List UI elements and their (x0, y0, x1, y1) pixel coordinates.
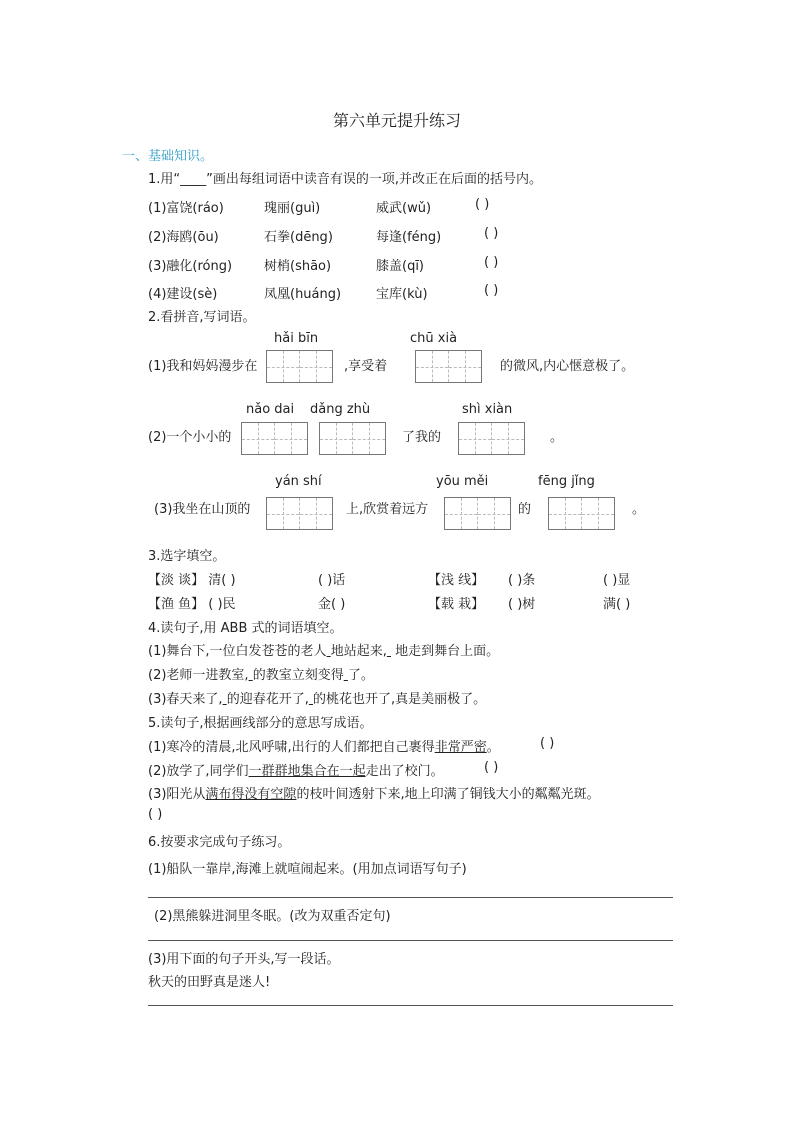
word-item: 威武(wǔ) (376, 201, 432, 216)
answer-paren[interactable]: ( ) (475, 197, 490, 212)
writing-grid[interactable] (266, 350, 333, 383)
word-item: (1)富饶(ráo) (148, 201, 224, 216)
q4-l3-a: (3)春天来了, (148, 692, 223, 707)
pinyin: shì xiàn (462, 402, 513, 417)
sentence-text: 的微风,内心惬意极了。 (500, 359, 635, 374)
word-item: (4)建设(sè) (148, 287, 218, 302)
q5-l2-b: 走出了校门。 (365, 764, 444, 779)
q4-line-2 (148, 664, 374, 683)
q5-line-2 (148, 760, 444, 779)
answer-paren[interactable]: ( ) (484, 760, 499, 775)
q3-r1-a: 【淡 谈】 清( ) (148, 573, 236, 588)
q4-l1-c: 地走到舞台上面。 (395, 644, 500, 659)
q5-l1-a: (1)寒冷的清晨,北风呼啸,出行的人们都把自己裹得 (148, 740, 435, 755)
q5-l3-underline: 满布得没有空隙 (205, 787, 297, 802)
sentence-text: (3)我坐在山顶的 (154, 502, 251, 517)
q5-l1-underline: 非常严密 (434, 740, 487, 755)
pinyin: yán shí (275, 474, 322, 489)
q5-line-1 (148, 736, 500, 755)
answer-paren[interactable]: ( ) (540, 736, 555, 751)
fill-blank[interactable] (387, 644, 391, 659)
writing-grid[interactable] (444, 497, 511, 530)
q4-l3-c: 的桃花也开了,真是美丽极了。 (312, 692, 487, 707)
word-item: (3)融化(róng) (148, 259, 233, 274)
section-heading: 一、基础知识。 (122, 149, 214, 164)
answer-line[interactable] (148, 940, 673, 941)
q6-s2: (2)黑熊躲进洞里冬眠。(改为双重否定句) (154, 909, 391, 924)
q3-r1-e: ( )显 (603, 573, 631, 588)
word-item: 凤凰(huáng) (264, 287, 342, 302)
sentence-text: 的 (518, 502, 532, 517)
q6-s3-start: 秋天的田野真是迷人! (148, 975, 271, 990)
q5-l1-b: 。 (486, 740, 500, 755)
q4-line-3 (148, 688, 486, 707)
q4-l2-b: 的教室立刻变得 (252, 668, 344, 683)
answer-paren[interactable]: ( ) (484, 283, 499, 298)
word-item: (2)海鸥(ōu) (148, 230, 219, 245)
pinyin: yōu měi (436, 474, 489, 489)
q2-prompt: 2.看拼音,写词语。 (148, 310, 256, 325)
q3-r2-d: ( )树 (508, 597, 536, 612)
q4-l2-a: (2)老师一进教室, (148, 668, 249, 683)
q4-line-1 (148, 640, 499, 659)
writing-grid[interactable] (319, 422, 386, 455)
answer-line[interactable] (148, 897, 673, 898)
q3-r2-a: 【渔 鱼】 ( )民 (148, 597, 236, 612)
q6-prompt: 6.按要求完成句子练习。 (148, 835, 291, 850)
writing-grid[interactable] (458, 422, 525, 455)
word-item: 宝库(kù) (376, 287, 428, 302)
q3-r1-c: 【浅 线】 (428, 573, 485, 588)
sentence-text: 。 (632, 502, 646, 517)
q6-s1: (1)船队一靠岸,海滩上就喧闹起来。(用加点词语写句子) (148, 862, 467, 877)
sentence-text: (2)一个小小的 (148, 430, 232, 445)
q3-r2-b: 金( ) (318, 597, 346, 612)
q1-prompt (148, 168, 542, 187)
q3-r1-d: ( )条 (508, 573, 536, 588)
word-item: 每逢(féng) (376, 230, 442, 245)
writing-grid[interactable] (241, 422, 308, 455)
q5-prompt: 5.读句子,根据画线部分的意思写成语。 (148, 716, 373, 731)
sentence-text: 了我的 (402, 430, 442, 445)
q4-l1-a: (1)舞台下,一位白发苍苍的老人 (148, 644, 327, 659)
q3-prompt: 3.选字填空。 (148, 549, 226, 564)
q1-prompt-a: 1.用“ (148, 172, 181, 187)
q1-prompt-b: ”画出每组词语中读音有误的一项,并改正在后面的括号内。 (206, 172, 543, 187)
q3-r2-e: 满( ) (603, 597, 631, 612)
pinyin: fēng jǐng (538, 474, 595, 489)
q6-s3: (3)用下面的句子开头,写一段话。 (148, 952, 340, 967)
word-item: 树梢(shāo) (264, 259, 332, 274)
word-item: 膝盖(qī) (376, 259, 425, 274)
sentence-text: 。 (550, 430, 564, 445)
sentence-text: 上,欣赏着远方 (346, 502, 429, 517)
answer-paren[interactable]: ( ) (484, 226, 499, 241)
q5-l3-b: 的枝叶间透射下来,地上印满了铜钱大小的粼粼光斑。 (296, 787, 600, 802)
q4-prompt: 4.读句子,用 ABB 式的词语填空。 (148, 621, 343, 636)
q4-l1-b: 地站起来, (330, 644, 387, 659)
pinyin: dǎng zhù (310, 402, 371, 417)
q5-l2-a: (2)放学了,同学们 (148, 764, 249, 779)
q4-l3-b: 的迎春花开了, (226, 692, 309, 707)
word-item: 瑰丽(guì) (264, 201, 321, 216)
pinyin: nǎo dai (246, 402, 295, 417)
writing-grid[interactable] (548, 497, 615, 530)
word-item: 石拳(dēng) (264, 230, 333, 245)
q3-r1-b: ( )话 (318, 573, 346, 588)
q5-line-3 (148, 783, 600, 802)
writing-grid[interactable] (266, 497, 333, 530)
q1-prompt-blank: ____ (180, 172, 207, 187)
q4-l2-c: 了。 (347, 668, 374, 683)
page-title: 第六单元提升练习 (332, 111, 461, 130)
answer-paren[interactable]: ( ) (484, 255, 499, 270)
pinyin: chū xià (410, 331, 458, 346)
sentence-text: ,享受着 (344, 359, 388, 374)
q5-l3-a: (3)阳光从 (148, 787, 206, 802)
answer-paren[interactable]: ( ) (148, 807, 163, 822)
answer-line[interactable] (148, 1005, 673, 1006)
q5-l2-underline: 一群群地集合在一起 (248, 764, 366, 779)
pinyin: hǎi bīn (274, 331, 319, 346)
q3-r2-c: 【载 栽】 (428, 597, 485, 612)
sentence-text: (1)我和妈妈漫步在 (148, 359, 258, 374)
writing-grid[interactable] (415, 350, 482, 383)
